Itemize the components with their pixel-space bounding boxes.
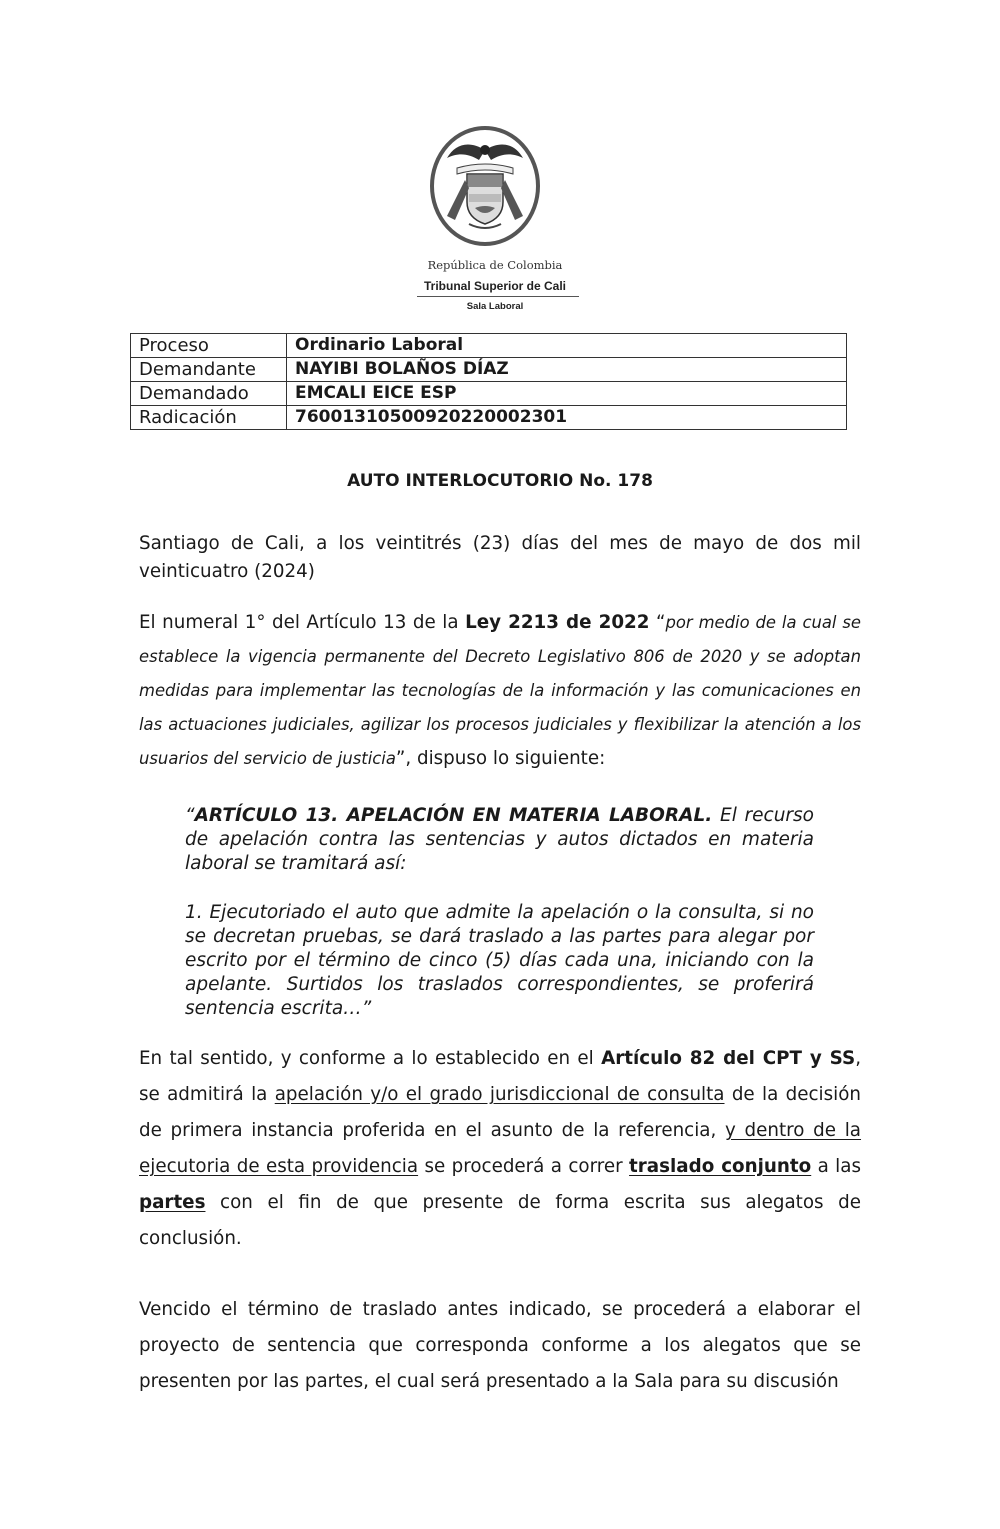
case-value: NAYIBI BOLAÑOS DÍAZ [287, 358, 847, 382]
republica-label: República de Colombia [427, 258, 563, 272]
header-divider [417, 296, 579, 297]
quote-open: “ [185, 805, 195, 826]
traslado-conjunto: traslado conjunto [629, 1156, 812, 1177]
document-title: AUTO INTERLOCUTORIO No. 178 [347, 471, 653, 491]
colombia-seal [429, 124, 541, 248]
case-label: Demandado [131, 382, 287, 406]
ley-open-quote: “ [649, 612, 666, 633]
admision-paragraph [139, 1041, 861, 1257]
table-row [131, 358, 847, 382]
article-quote [185, 804, 814, 876]
ley-intro: El numeral 1° del Artículo 13 de la [139, 612, 466, 633]
ley-close: ”, dispuso lo siguiente: [395, 748, 606, 769]
table-row [131, 334, 847, 358]
case-value: 76001310500920220002301 [287, 406, 847, 430]
article-text: El recurso de apelación contra las sentencias y autos dictados en materia laboral se tramitará así: [185, 805, 814, 874]
sala-label: Sala Laboral [466, 301, 524, 312]
text: a las [811, 1156, 861, 1177]
text: En tal sentido, y conforme a lo establecido en el [139, 1048, 602, 1069]
cpt-reference: Artículo 82 del CPT y SS [601, 1048, 856, 1069]
article-heading: ARTÍCULO 13. APELACIÓN EN MATERIA LABORAL. [194, 805, 713, 826]
text: , se admitirá la [139, 1048, 861, 1105]
partes: partes [139, 1192, 206, 1213]
case-info-table [130, 333, 847, 430]
text: de la decisión de primera instancia proferida en el asunto de la referencia, [139, 1084, 861, 1141]
text: con el fin de que presente de forma escrita sus alegatos de conclusión. [139, 1192, 861, 1249]
article-numeral: 1. Ejecutoriado el auto que admite la apelación o la consulta, si no se decretan pruebas, se dará traslado a las partes para alegar por escrito por el término de cinco (5) días cada una, iniciando con la apelante. Surtidos los traslados correspondientes, se proferirá sentencia escrita…” [185, 902, 814, 1019]
ley-reference: Ley 2213 de 2022 [465, 612, 650, 633]
table-row [131, 382, 847, 406]
case-value: EMCALI EICE ESP [287, 382, 847, 406]
vencido-paragraph: Vencido el término de traslado antes indicado, se procederá a elaborar el proyecto de sentencia que corresponda conforme a los alegatos que se presenten por las partes, el cual será presentado a la Sala para su discusión [139, 1299, 861, 1392]
case-value: Ordinario Laboral [287, 334, 847, 358]
case-label: Radicación [131, 406, 287, 430]
underlined-ejecutoria: y dentro de la ejecutoria de esta providencia [139, 1120, 862, 1177]
case-label: Proceso [131, 334, 287, 358]
tribunal-label: Tribunal Superior de Cali [423, 279, 567, 293]
table-row [131, 406, 847, 430]
text: se procederá a correr [418, 1156, 630, 1177]
ley-paragraph [139, 606, 861, 776]
underlined-apelacion: apelación y/o el grado jurisdiccional de consulta [274, 1084, 725, 1105]
case-label: Demandante [131, 358, 287, 382]
date-paragraph: Santiago de Cali, a los veintitrés (23) días del mes de mayo de dos mil veinticuatro (2024) [139, 533, 861, 582]
ley-title-italic: por medio de la cual se establece la vigencia permanente del Decreto Legislativo 806 de 2020 y se adoptan medidas para implementar las tecnologías de la información y las comunicaciones en las actuaciones judiciales, agilizar los procesos judiciales y flexibilizar la atención a los usuarios del servicio de justicia [139, 613, 861, 768]
